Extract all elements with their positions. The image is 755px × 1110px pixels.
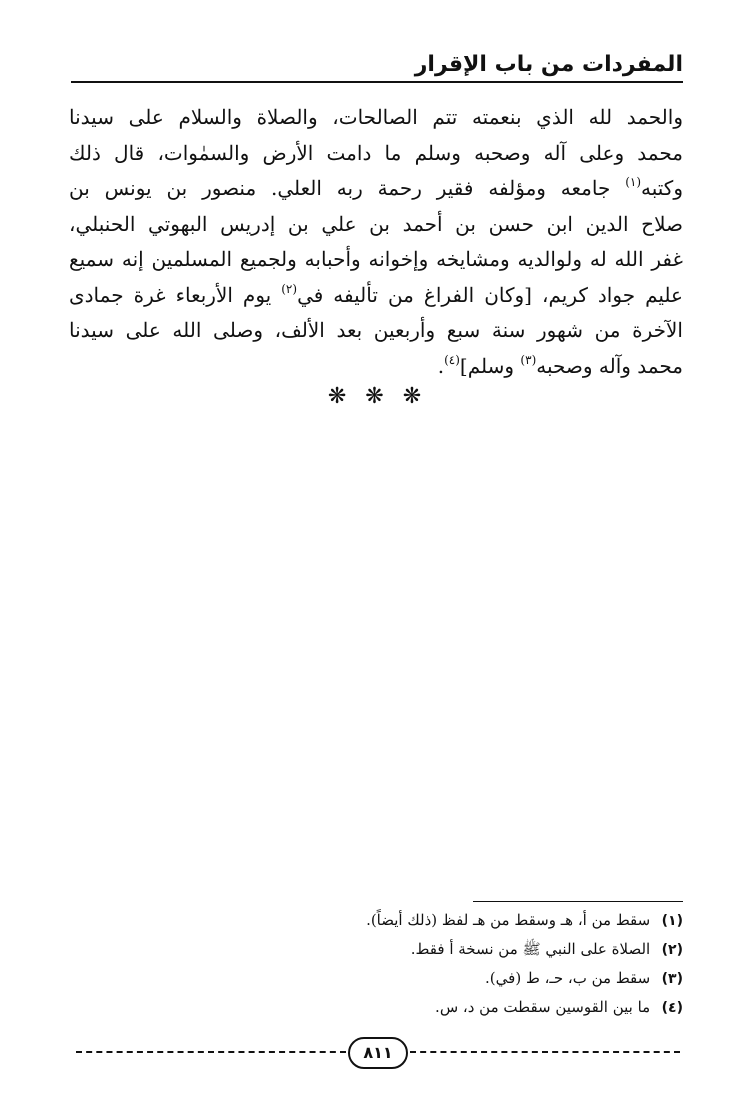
- footnote-text: ما بين القوسين سقطت من د، س.: [435, 998, 651, 1016]
- header-rule: [71, 81, 683, 83]
- footnote-number: (٣): [661, 971, 683, 987]
- footnote-ref[interactable]: (٤): [444, 352, 460, 367]
- footnotes: [69, 906, 683, 1022]
- footnote-number: (٢): [661, 942, 683, 958]
- page-number: ٨١١: [348, 1037, 408, 1069]
- body-line: [69, 278, 683, 314]
- line-text: والحمد لله الذي بنعمته تتم الصالحات، والصلاة والسلام على سيدنا: [69, 105, 683, 129]
- body-line: [69, 242, 683, 278]
- page-footer: [76, 1034, 680, 1070]
- footnote-rule: [473, 901, 683, 902]
- footnote-text: سقط من أ، هـ وسقط من هـ لفظ (ذلك أيضاً).: [366, 911, 651, 929]
- footer-dash-right: [410, 1051, 680, 1053]
- body-line: [69, 349, 683, 385]
- footnote-text: الصلاة على النبي ﷺ من نسخة أ فقط.: [410, 940, 651, 958]
- section-separator: ❋ ❋ ❋: [327, 384, 428, 409]
- line-text: جامعه ومؤلفه فقير رحمة ربه العلي. منصور بن يونس بن: [69, 176, 626, 200]
- footnote-number: (١): [661, 913, 683, 929]
- footnote-ref[interactable]: (٣): [520, 352, 537, 367]
- footnote-item: [69, 993, 683, 1022]
- line-text: صلاح الدين ابن حسن بن أحمد بن علي بن إدريس البهوتي الحنبلي،: [69, 211, 683, 236]
- footnote-item: [69, 906, 683, 935]
- line-text: عليم جواد كريم، [وكان الفراغ من تأليفه في: [297, 282, 683, 307]
- footnote-ref[interactable]: (٢): [281, 281, 298, 296]
- body-line: [69, 207, 683, 243]
- line-text: محمد وعلى آله وصحبه وسلم ما دامت الأرض والسمٰوات، قال ذلك: [69, 140, 683, 165]
- header-title: المفردات من باب الإقرار: [414, 52, 683, 77]
- footnote-item: [69, 935, 683, 964]
- footnote-ref[interactable]: (١): [625, 175, 642, 189]
- line-text: الآخرة من شهور سنة سبع وأربعين بعد الألف، وصلى الله على سيدنا: [69, 318, 683, 342]
- body-line: [69, 136, 683, 172]
- line-text: .: [437, 353, 445, 378]
- footnote-number: (٤): [661, 1000, 683, 1016]
- line-text: وكتبه: [641, 176, 683, 200]
- line-text: غفر الله له ولوالديه ومشايخه وإخوانه وأحبابه ولجميع المسلمين إنه سميع: [69, 247, 683, 271]
- footnote-text: سقط من ب، حـ، ط (في).: [485, 969, 651, 987]
- body-text: [69, 100, 683, 384]
- line-text: وسلم]: [459, 353, 521, 378]
- body-line: [69, 171, 683, 207]
- line-text: محمد وآله وصحبه: [536, 353, 683, 378]
- body-line: [69, 100, 683, 136]
- body-line: [69, 313, 683, 349]
- line-text: يوم الأربعاء غرة جمادى: [69, 282, 282, 307]
- footnote-item: [69, 964, 683, 993]
- running-header: [71, 44, 683, 84]
- footer-dash-left: [76, 1051, 346, 1053]
